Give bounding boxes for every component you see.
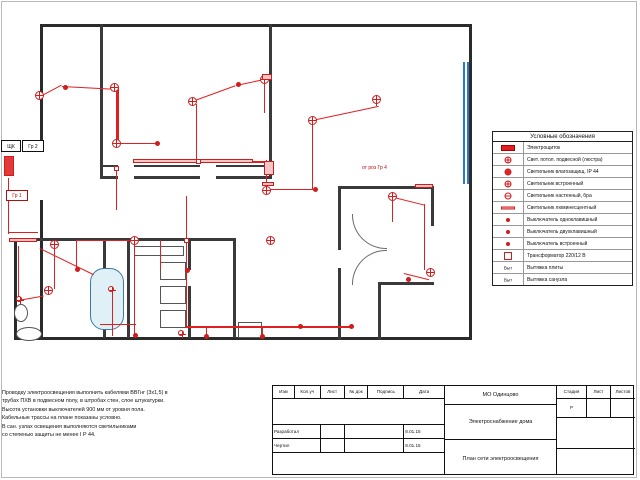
role-label: Чертил [273, 439, 321, 452]
legend-row [493, 178, 632, 190]
stage-header-row [557, 386, 635, 399]
switch [204, 334, 209, 339]
wire-20 [18, 246, 19, 302]
wire-5 [116, 168, 117, 210]
legend-panel [492, 131, 633, 286]
legend-row [493, 226, 632, 238]
sheet-count [611, 399, 635, 417]
legend-label: Вытяжка плиты [527, 264, 564, 271]
title-block-stage [557, 386, 635, 474]
legend-row [493, 262, 632, 274]
legend-label: Светильник влагозащищ. IP 44 [527, 168, 599, 175]
panel-icon [493, 142, 524, 153]
legend-label: Выключатель одноклавишный [527, 216, 598, 223]
col-podpis: Подпись [368, 386, 404, 398]
legend-label: Светильник люминесцентный [527, 204, 597, 211]
col-izm: Изм [273, 386, 295, 398]
wire-12 [266, 189, 314, 190]
wire-27 [100, 324, 136, 325]
role-name [321, 425, 345, 438]
ceiling-light [188, 97, 197, 106]
revision-header-row [273, 386, 444, 399]
title-block [272, 385, 634, 475]
electric-panel [1, 140, 21, 152]
role-label: Разработал [273, 425, 321, 438]
title-block-main [445, 386, 557, 474]
legend-label: Светильник настенный, бра [527, 192, 592, 199]
legend-label: Электрощиток [527, 144, 561, 151]
wall-light [178, 330, 184, 336]
wire-13 [312, 120, 313, 190]
toilet [14, 304, 28, 322]
switch [185, 268, 190, 273]
note-line: Высота установки выключателей 900 мм от уровня пола. [2, 406, 145, 413]
switch [260, 334, 265, 339]
wall-light [16, 296, 22, 302]
role-sign [345, 425, 405, 438]
legend-label: Трансформатор 220/12 В [527, 252, 586, 259]
wire-29 [160, 240, 161, 270]
switch [75, 267, 80, 272]
wire-panel-feed-2 [8, 232, 38, 233]
from-gr4-label: от роз Гр 4 [362, 165, 387, 171]
ceiling-light [426, 268, 435, 277]
kitchen-counter [238, 322, 262, 338]
ceiling-light-bath [44, 286, 53, 295]
legend-label: Светильник встроенный [527, 180, 584, 187]
sink-1 [16, 327, 42, 341]
junction-box [184, 238, 189, 243]
ceiling-light [266, 236, 275, 245]
fluorescent-fixture [264, 161, 274, 175]
ceiling-light-hall [50, 240, 59, 249]
wall-light-icon [493, 190, 524, 201]
legend-row [493, 202, 632, 214]
wire-26 [134, 240, 135, 336]
ceiling-light [262, 186, 271, 195]
group-2-label: Гр 2 [28, 144, 38, 150]
group-1-label: Гр 1 [12, 193, 22, 199]
wire-8 [264, 79, 265, 113]
note-line: Кабельные трассы на плане показаны условно. [2, 415, 122, 422]
junction-box [196, 159, 201, 164]
door-gap-2 [200, 163, 216, 181]
switch [349, 324, 354, 329]
switch [133, 333, 138, 338]
switch [313, 187, 318, 192]
panel-label: ЩК [7, 144, 15, 150]
wire-2 [62, 86, 114, 90]
wire-30 [186, 196, 187, 326]
transformer-icon [493, 250, 524, 261]
col-list: Лист [587, 386, 611, 398]
wardrobe [134, 246, 184, 256]
role-date: 8.01.15 [405, 443, 421, 448]
ceiling-light [388, 192, 397, 201]
bathroom-hood-icon: Выт [493, 274, 524, 285]
ceiling-light [372, 95, 381, 104]
fluorescent-light-icon [493, 202, 524, 213]
sheet-title: План сети электроосвещения [462, 455, 539, 462]
stage-blank-2 [557, 449, 635, 479]
legend-row [493, 250, 632, 262]
wall-inner-v3 [127, 238, 130, 338]
title-block-revisions [273, 386, 445, 474]
stove-hood-icon: Выт [493, 262, 524, 273]
wire-4 [116, 143, 158, 144]
legend-label: Выключатель встроенный [527, 240, 588, 247]
legend-row [493, 154, 632, 166]
switch [298, 324, 303, 329]
switch [155, 141, 160, 146]
legend-row [493, 166, 632, 178]
legend-row [493, 190, 632, 202]
role-sign [345, 439, 405, 452]
col-list: Лист [321, 386, 345, 398]
group-1-box [6, 190, 28, 201]
object-name: Электроснабжение дома [445, 405, 556, 440]
col-stadia: Стадия [557, 386, 587, 398]
general-notes [2, 389, 264, 439]
ceiling-light [308, 116, 317, 125]
pendant-light-icon [493, 154, 524, 165]
cabinet-3 [160, 310, 186, 328]
door-swing-arc-2 [352, 250, 387, 285]
glazing-right-2 [467, 62, 469, 184]
wall-inner-v8 [378, 282, 381, 340]
legend-label: Свет. потол. подвесной (люстра) [527, 156, 603, 163]
wall-inner-v7 [431, 186, 434, 226]
wire-31 [186, 326, 352, 328]
wall-inner-v2 [269, 24, 272, 179]
note-line: В сан. узлах освещения выполняются светильниками [2, 423, 137, 430]
wire-23 [54, 243, 55, 289]
wire-9 [196, 104, 197, 162]
wall-light [108, 286, 114, 292]
stage-value-row [557, 399, 635, 418]
sheet-number [587, 399, 611, 417]
organization-name: МО Одинцово [445, 386, 556, 405]
legend-label: Вытяжка санузла [527, 276, 568, 283]
wire-17 [424, 204, 425, 270]
col-nodok: № док [345, 386, 369, 398]
col-koluch: Кол.уч [295, 386, 321, 398]
recessed-light-icon [493, 178, 524, 189]
wire-panel-feed [8, 178, 9, 234]
fluorescent-fixture [262, 74, 272, 80]
wire-28 [112, 290, 113, 336]
panel-riser [4, 156, 14, 176]
fluorescent-fixture [133, 159, 253, 163]
wall-outer-right [469, 24, 472, 340]
fluorescent-fixture [262, 182, 274, 186]
note-line: трубах ПХВ в подвесном полу, в штробах стен, слое штукатурки. [2, 398, 165, 405]
group-2-box [22, 140, 44, 152]
wire-3 [116, 88, 119, 144]
switch [63, 85, 68, 90]
wall-outer-left-lower [40, 200, 43, 340]
door-swing-arc-1 [352, 214, 387, 249]
waterproof-light-icon [493, 166, 524, 177]
double-switch-icon [493, 226, 524, 237]
note-line: Проводку электроосвещения выполнить кабелями ВВГнг (3х1,5) в [2, 390, 168, 396]
legend-row [493, 274, 632, 285]
legend-row [493, 214, 632, 226]
wall-inner-v4 [188, 238, 191, 338]
glazing-right [463, 62, 465, 184]
wire-24 [76, 240, 77, 270]
col-listov: Листов [615, 389, 631, 394]
cabinet-1 [160, 262, 186, 280]
wall-left-bump-side [14, 238, 17, 338]
wire-14 [312, 106, 379, 121]
bathtub [90, 268, 124, 330]
stage-blank-1 [557, 418, 635, 449]
legend-row [493, 238, 632, 250]
recessed-switch-icon [493, 238, 524, 249]
wall-outer-top [40, 24, 472, 27]
wire-25 [76, 240, 136, 241]
stage-value: Р [557, 399, 587, 417]
junction-box [114, 166, 119, 171]
switch [236, 82, 241, 87]
role-row-developer [273, 425, 444, 439]
legend-row [493, 142, 632, 154]
ceiling-light-kitchen [130, 236, 139, 245]
legend-label: Выключатель двухклавишный [527, 228, 597, 235]
ceiling-light [110, 83, 119, 92]
ceiling-light [35, 91, 44, 100]
role-name [321, 439, 345, 452]
wall-inner-v5 [233, 238, 236, 338]
col-data: Дата [419, 389, 430, 394]
wall-outer-left [40, 24, 43, 144]
ceiling-light [112, 139, 121, 148]
cabinet-2 [160, 286, 186, 304]
role-row-drafter [273, 439, 444, 453]
note-line: со степенью защиты не менее I P 44. [2, 432, 96, 439]
wire-22 [40, 248, 94, 275]
fluorescent-fixture [9, 238, 37, 242]
wire-6 [192, 85, 236, 102]
legend-title: Условные обозначения [493, 132, 632, 142]
fluorescent-fixture [415, 184, 433, 188]
single-switch-icon [493, 214, 524, 225]
door-gap-1 [118, 163, 134, 181]
door-gap-3 [336, 250, 342, 268]
switch [406, 277, 411, 282]
wall-inner-v1 [100, 24, 103, 179]
role-date: 8.01.15 [405, 429, 421, 434]
